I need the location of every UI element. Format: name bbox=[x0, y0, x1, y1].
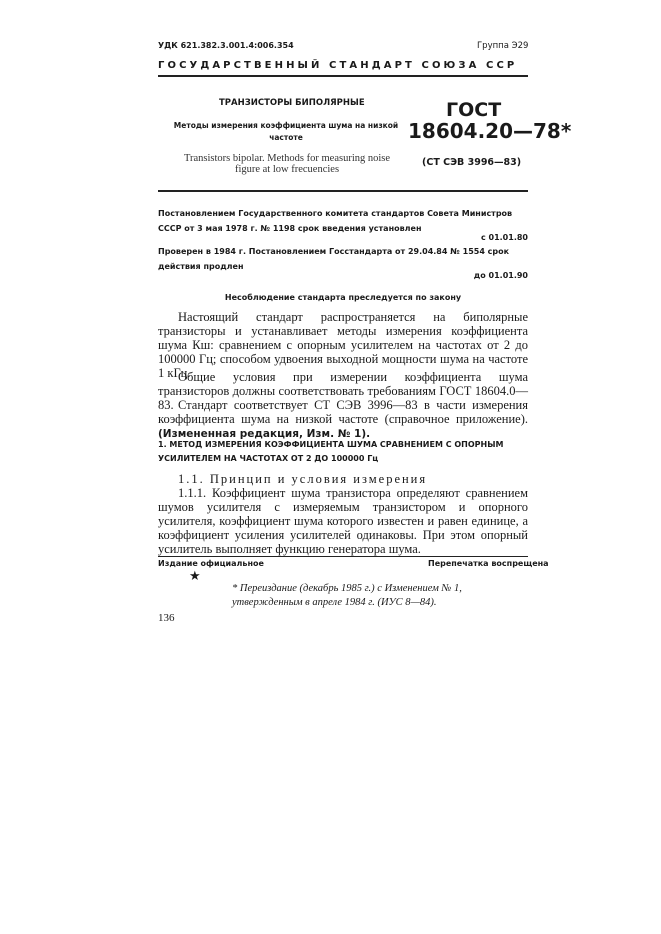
gost-label: ГОСТ bbox=[446, 99, 502, 121]
document-subtitle-en: Transistors bipolar. Methods for measuring noise figure at low frecuencies bbox=[183, 153, 391, 175]
decree-date: с 01.01.80 bbox=[480, 233, 528, 242]
amendment-note: (Измененная редакция, Изм. № 1). bbox=[158, 428, 371, 440]
document-subtitle-ru: Методы измерения коэффициента шума на низкой частоте bbox=[173, 121, 399, 142]
conformance-paragraph bbox=[158, 398, 528, 441]
udk-code: УДК 621.382.3.001.4:006.354 bbox=[158, 41, 294, 50]
organization-title: ГОСУДАРСТВЕННЫЙ СТАНДАРТ СОЮЗА ССР bbox=[158, 60, 518, 71]
decree-text: Постановлением Государственного комитета стандартов Совета Министров СССР от 3 мая 1978 г. № 1198 срок введения установлен bbox=[158, 209, 513, 233]
conditions-paragraph: Общие условия при измерении коэффициента шума транзисторов должны соответствовать требованиям ГОСТ 18604.0—83. bbox=[158, 370, 528, 412]
intro-paragraph: Настоящий стандарт распространяется на биполярные транзисторы и устанавливает методы измерения коэффициента шума Кш: сравнением с опорным усилителем на частотах от 2 до 100000 Гц; способом удвоения выходной мощности шума на частоте 1 кГц. bbox=[158, 310, 528, 380]
subsection-heading: 1.1. Принцип и условия измерения bbox=[178, 472, 428, 486]
section-heading: 1. МЕТОД ИЗМЕРЕНИЯ КОЭФФИЦИЕНТА ШУМА СРАВНЕНИЕМ С ОПОРНЫМ УСИЛИТЕЛЕМ НА ЧАСТОТАХ ОТ 2 ДО 100000 Гц bbox=[158, 440, 504, 463]
page-number: 136 bbox=[158, 612, 175, 624]
legal-warning: Несоблюдение стандарта преследуется по закону bbox=[224, 293, 462, 302]
gost-number: 18604.20—78* bbox=[408, 119, 572, 143]
reprint-notice: Перепечатка воспрещена bbox=[428, 559, 549, 568]
footer-rule bbox=[158, 556, 528, 557]
until-date: до 01.01.90 bbox=[473, 271, 528, 280]
st-sev-number: (СТ СЭВ 3996—83) bbox=[422, 157, 522, 168]
star-icon: ★ bbox=[189, 568, 201, 583]
checked-text: Проверен в 1984 г. Постановлением Госстандарта от 29.04.84 № 1554 срок действия продлен bbox=[158, 247, 510, 271]
header-rule bbox=[158, 75, 528, 77]
title-rule bbox=[158, 190, 528, 192]
reprint-footnote: * Переиздание (декабрь 1985 г.) с Изменением № 1, утвержденным в апреле 1984 г. (ИУС 8—84). bbox=[232, 583, 462, 608]
official-edition: Издание официальное bbox=[158, 559, 264, 568]
conformance-text: Стандарт соответствует СТ СЭВ 3996—83 в части измерения коэффициента шума на низкой частоте (справочное приложение). bbox=[158, 398, 528, 426]
principle-paragraph: 1.1.1. Коэффициент шума транзистора определяют сравнением шумов усилителя с измеряемым транзистором и опорного усилителя, коэффициент шума которого известен и равен единице, а коэффициент усиления усилителей одинаковы. При этом опорный усилитель выполняет функцию генератора шума. bbox=[158, 486, 528, 556]
group-label: Группа Э29 bbox=[477, 41, 529, 51]
document-title: ТРАНЗИСТОРЫ БИПОЛЯРНЫЕ bbox=[219, 98, 365, 108]
